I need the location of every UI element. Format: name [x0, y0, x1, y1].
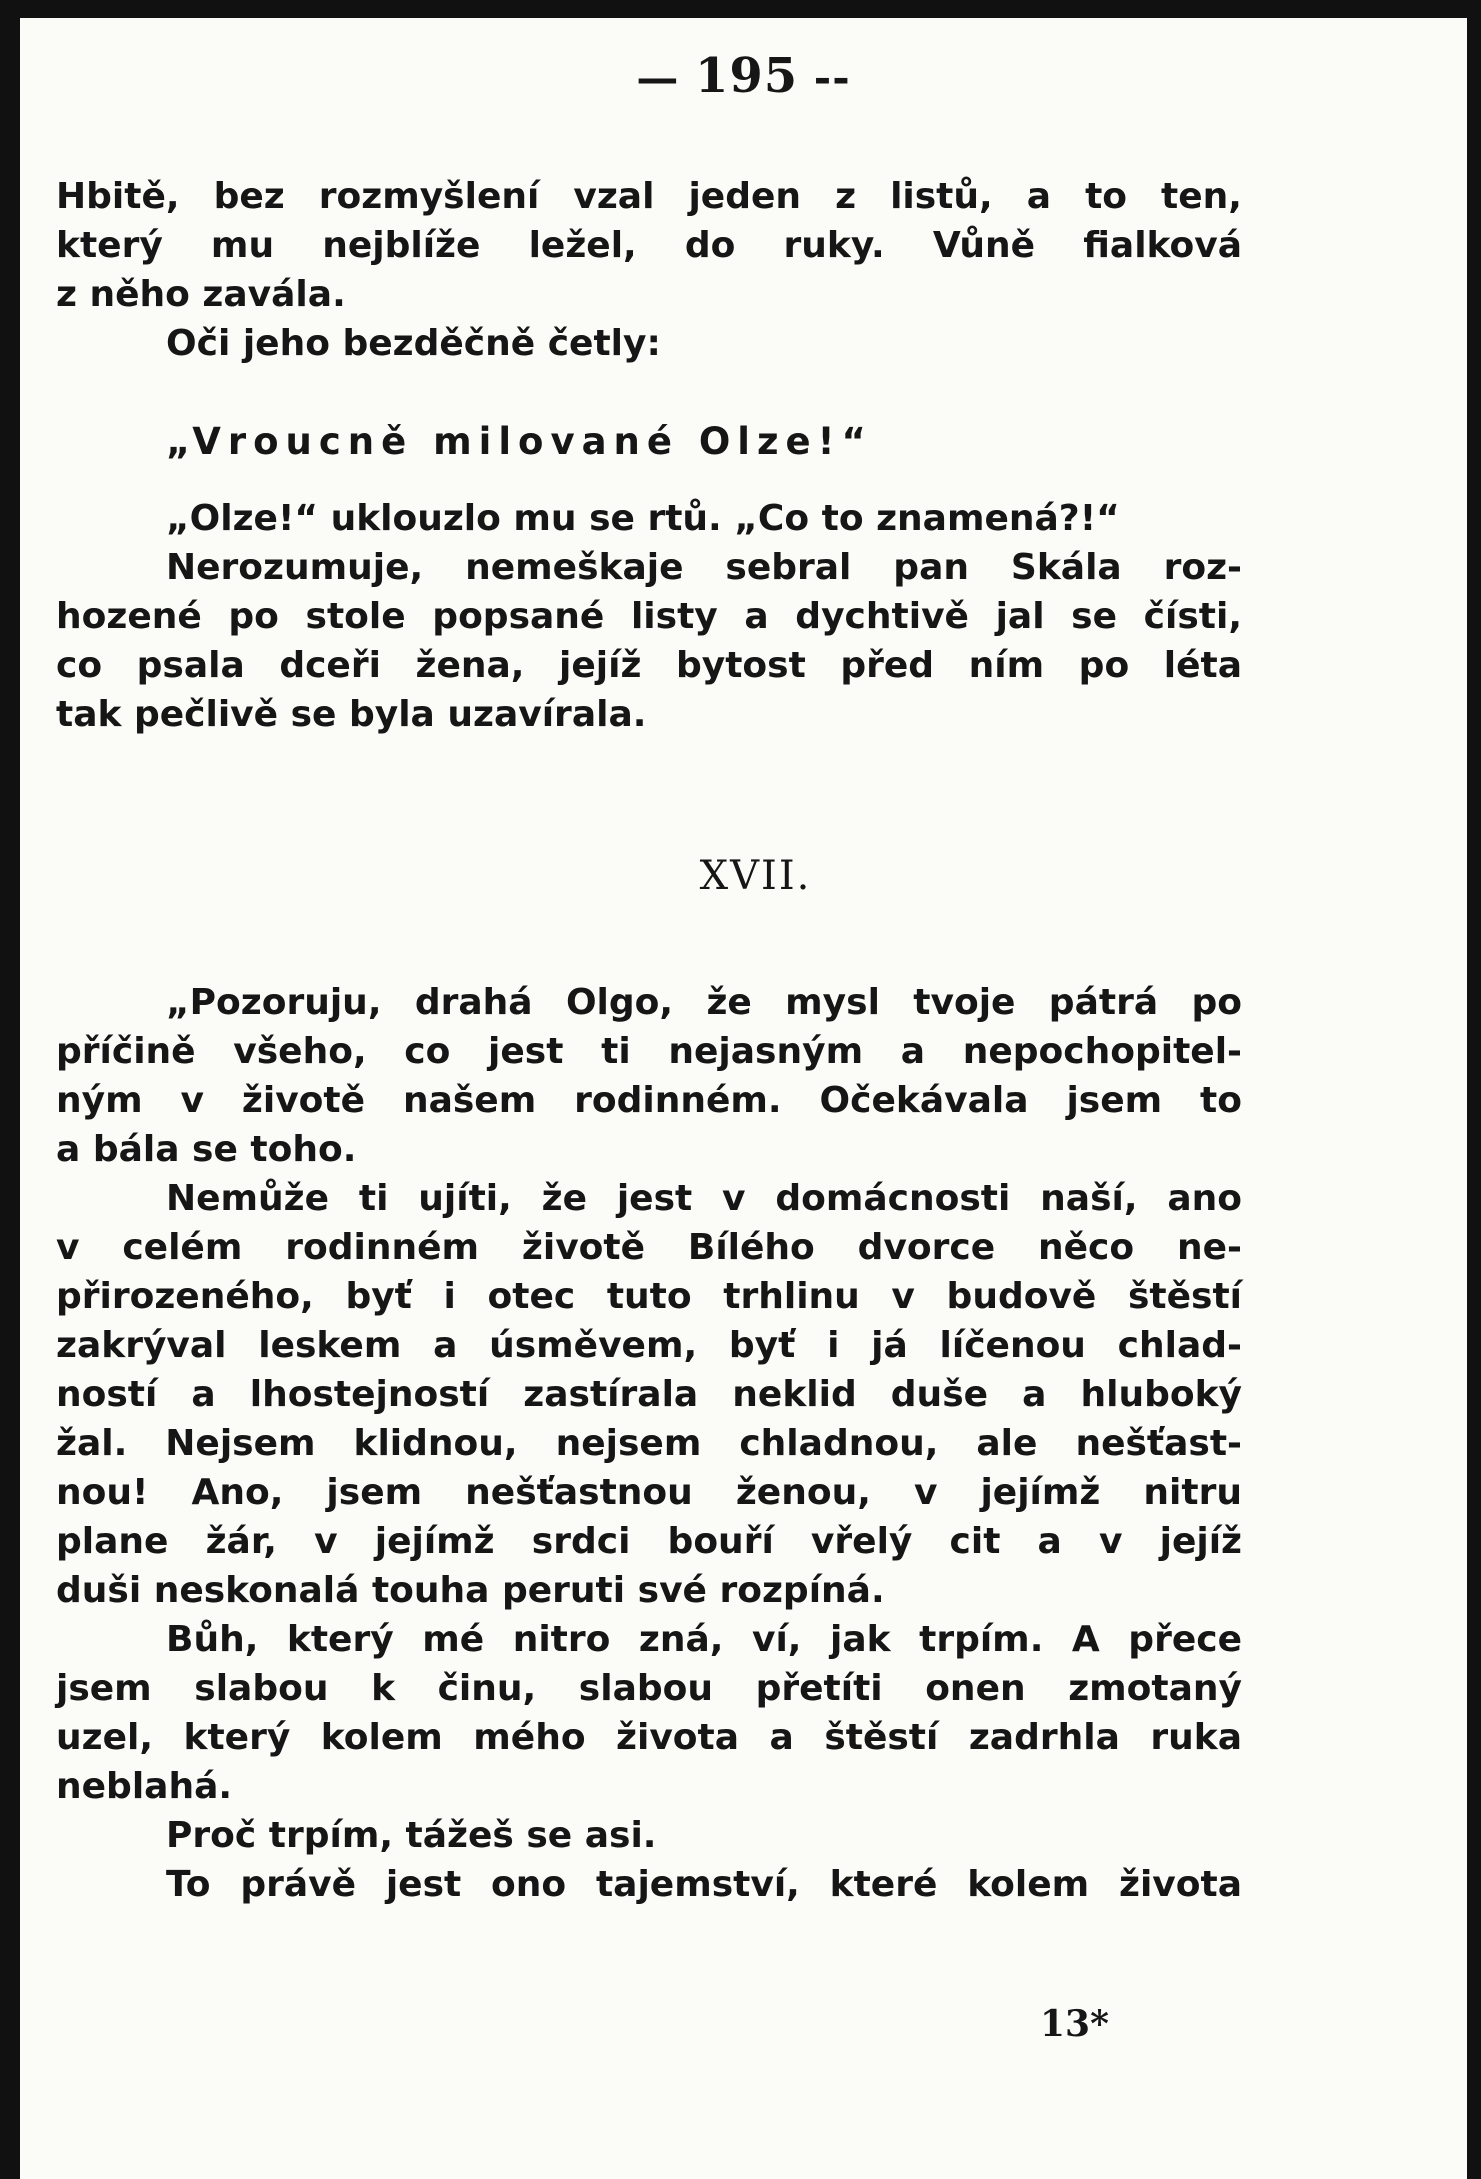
book-page — [20, 18, 1467, 2179]
text-line: neblahá. — [56, 1766, 233, 1807]
page-header — [20, 48, 1467, 104]
text-line: zakrýval leskem a úsměvem, byť i já líčenou chlad- — [56, 1325, 1242, 1366]
text-line: ným v životě našem rodinném. Očekávala jsem to — [56, 1080, 1242, 1121]
text-line: Hbitě, bez rozmyšlení vzal jeden z listů, a to ten, — [56, 176, 1242, 217]
text-line: hozené po stole popsané listy a dychtivě jal se čísti, — [56, 596, 1242, 637]
text-line: ností a lhostejností zastírala neklid duše a hluboký — [56, 1374, 1242, 1415]
text-line: To právě jest ono tajemství, které kolem života — [166, 1864, 1242, 1905]
text-line: nou! Ano, jsem nešťastnou ženou, v jejímž nitru — [56, 1472, 1242, 1513]
text-line: „Pozoruju, drahá Olgo, že mysl tvoje pátrá po — [166, 982, 1242, 1023]
text-line: Oči jeho bezděčně četly: — [166, 323, 661, 364]
text-line: Nerozumuje, nemeškaje sebral pan Skála roz- — [166, 547, 1242, 588]
header-dash-left: — — [636, 53, 680, 102]
text-line: plane žár, v jejímž srdci bouří vřelý cit a v jejíž — [56, 1521, 1242, 1562]
scan-border-left — [0, 0, 20, 2179]
signature-mark: 13* — [1040, 2003, 1109, 2045]
text-line: a bála se toho. — [56, 1129, 357, 1170]
text-line: Nemůže ti ujíti, že jest v domácnosti naší, ano — [166, 1178, 1242, 1219]
paragraph-letter — [56, 978, 1242, 1909]
text-line: duši neskonalá touha peruti své rozpíná. — [56, 1570, 885, 1611]
text-line: jsem slabou k činu, slabou přetíti onen zmotaný — [56, 1668, 1242, 1709]
text-line: tak pečlivě se byla uzavírala. — [56, 694, 647, 735]
page-number: 195 — [694, 48, 799, 104]
scan-border-right — [1467, 0, 1481, 2179]
text-line: Bůh, který mé nitro zná, ví, jak trpím. A přece — [166, 1619, 1242, 1660]
paragraph-discovery — [56, 494, 1242, 739]
text-line: z něho zavála. — [56, 274, 346, 315]
text-line: příčině všeho, co jest ti nejasným a nepochopitel- — [56, 1031, 1242, 1072]
text-line: „Olze!“ uklouzlo mu se rtů. „Co to znamená?!“ — [166, 498, 1120, 539]
text-line: Proč trpím, tážeš se asi. — [166, 1815, 657, 1856]
header-dash-right: -- — [813, 53, 851, 102]
text-line: uzel, který kolem mého života a štěstí zadrhla ruka — [56, 1717, 1242, 1758]
text-line: co psala dceři žena, jejíž bytost před ním po léta — [56, 645, 1242, 686]
text-line: v celém rodinném životě Bílého dvorce něco ne- — [56, 1227, 1242, 1268]
text-line: přirozeného, byť i otec tuto trhlinu v budově štěstí — [56, 1276, 1242, 1317]
scan-border-top — [0, 0, 1481, 18]
chapter-heading: XVII. — [699, 853, 812, 899]
letter-address-heading: „Vroucně milované Olze!“ — [166, 420, 873, 463]
text-line: žal. Nejsem klidnou, nejsem chladnou, ale nešťast- — [56, 1423, 1242, 1464]
paragraph-opening — [56, 172, 1242, 368]
text-line: který mu nejblíže ležel, do ruky. Vůně fialková — [56, 225, 1242, 266]
